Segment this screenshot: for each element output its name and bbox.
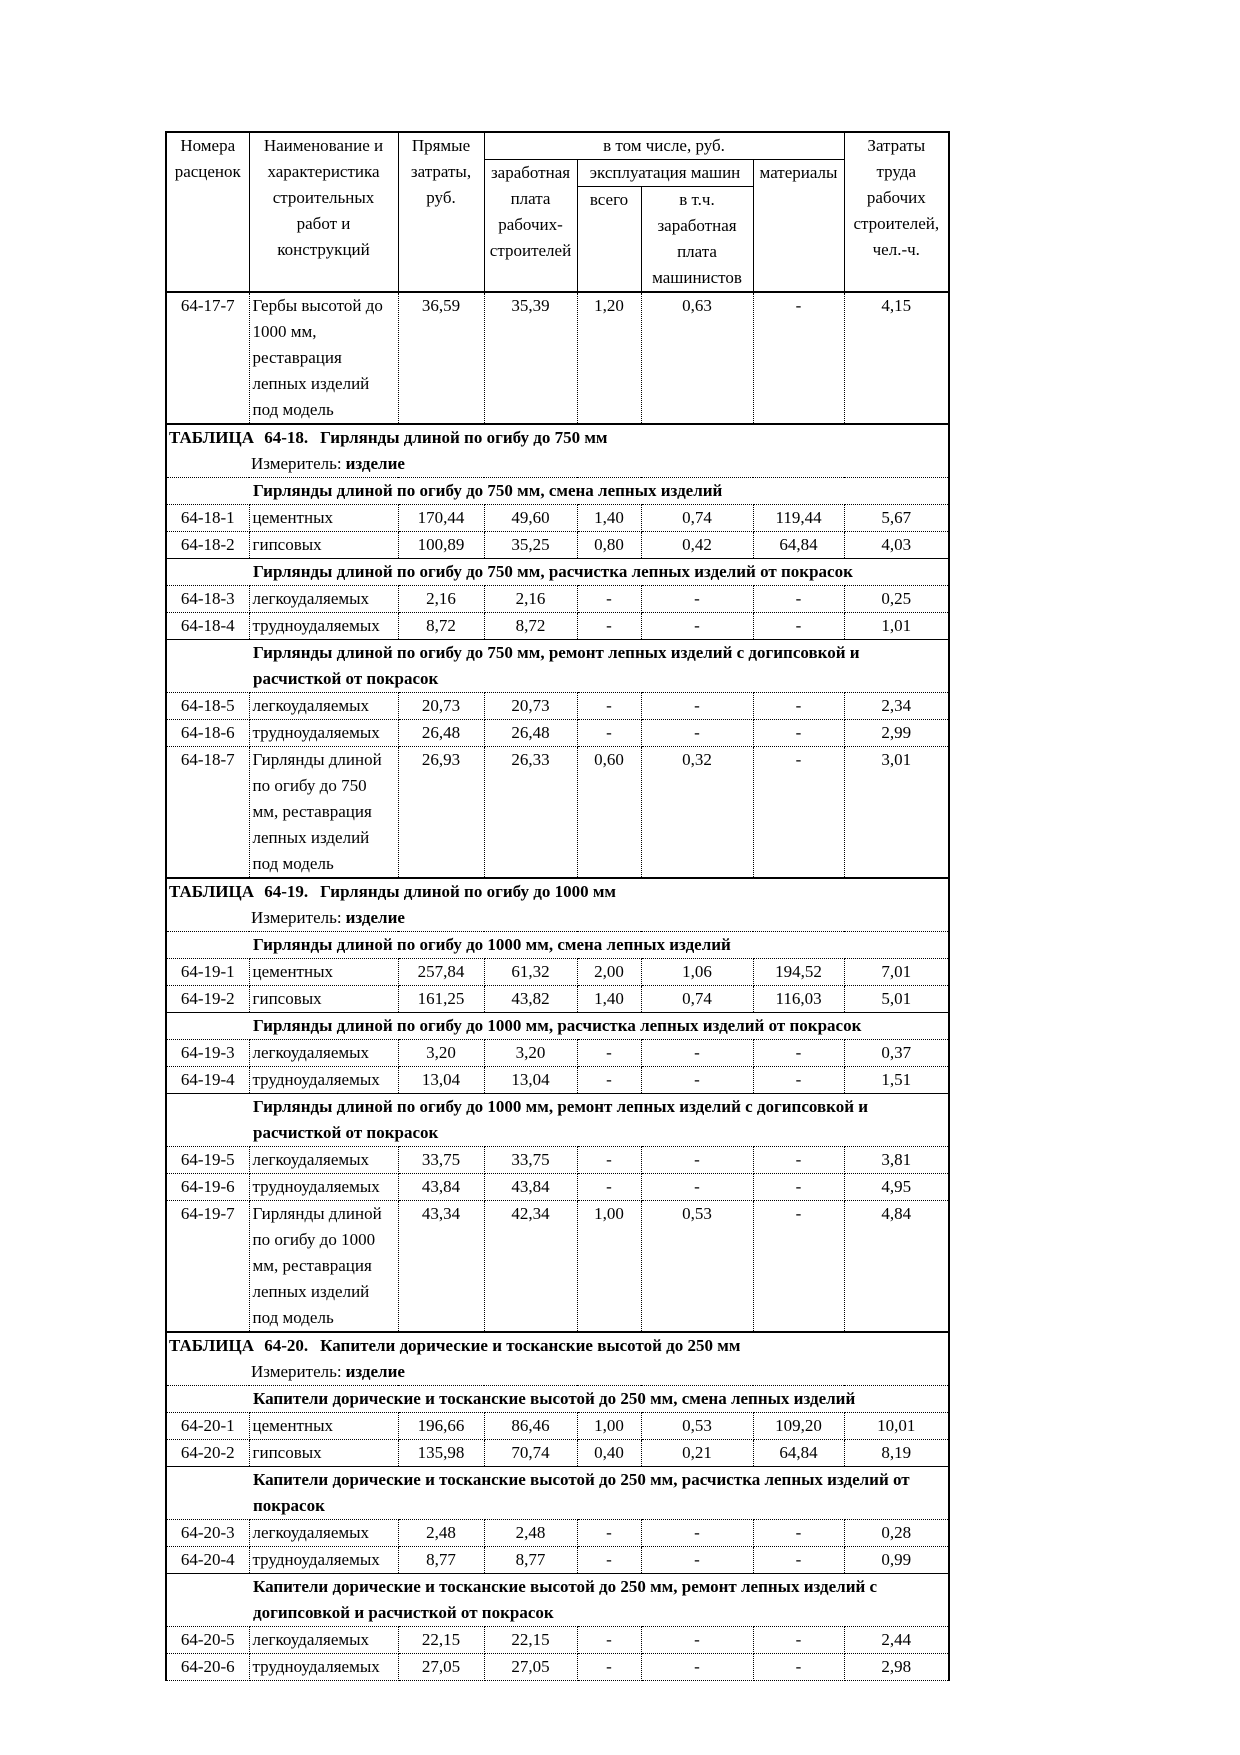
section-title: Капители дорические и тосканские высотой до 250 мм, расчистка лепных изделий от покрасок [166, 1467, 949, 1520]
cell-value: 7,01 [844, 959, 949, 986]
cell-value: 8,72 [398, 613, 484, 640]
cell-value: 3,20 [484, 1040, 577, 1067]
cell-work-name: трудноудаляемых [249, 613, 398, 640]
cell-value: 2,48 [484, 1520, 577, 1547]
cell-work-name: Гирлянды длиной по огибу до 750 мм, реставрация лепных изделий под модель [249, 747, 398, 879]
measure-cell [166, 1359, 949, 1386]
cell-value: 13,04 [398, 1067, 484, 1094]
cell-work-name: легкоудаляемых [249, 1147, 398, 1174]
table-title-text: Гирлянды длиной по огибу до 750 мм [320, 428, 608, 447]
cell-value: - [641, 586, 753, 613]
cell-value: 0,53 [641, 1201, 753, 1333]
column-header-name: Наименование и характеристика строительных работ и конструкций [249, 132, 398, 292]
table-body [166, 292, 949, 1681]
cell-value: - [641, 693, 753, 720]
cell-work-name: Гирлянды длиной по огибу до 1000 мм, реставрация лепных изделий под модель [249, 1201, 398, 1333]
table-row [166, 1520, 949, 1547]
table-title-row [166, 878, 949, 905]
cell-rate-code: 64-20-2 [166, 1440, 249, 1467]
section-title: Гирлянды длиной по огибу до 750 мм, смена лепных изделий [166, 478, 949, 505]
table-row [166, 613, 949, 640]
measure-label: Измеритель: [251, 1362, 342, 1381]
cell-value: 36,59 [398, 292, 484, 424]
table-number-label: ТАБЛИЦА 64-18. [169, 428, 309, 447]
cell-work-name: трудноудаляемых [249, 1067, 398, 1094]
measure-cell [166, 905, 949, 932]
measure-value: изделие [345, 454, 405, 473]
cell-value: 26,48 [398, 720, 484, 747]
cell-work-name: трудноудаляемых [249, 720, 398, 747]
column-header-labor: Затраты труда рабочих строителей, чел.-ч. [844, 132, 949, 292]
cell-value: 70,74 [484, 1440, 577, 1467]
cell-value: 35,25 [484, 532, 577, 559]
cell-rate-code: 64-19-5 [166, 1147, 249, 1174]
cell-value: - [577, 1067, 641, 1094]
cell-work-name: трудноудаляемых [249, 1654, 398, 1681]
cell-value: 135,98 [398, 1440, 484, 1467]
table-row [166, 693, 949, 720]
cell-value: 0,60 [577, 747, 641, 879]
cell-value: 0,99 [844, 1547, 949, 1574]
measure-row [166, 451, 949, 478]
cell-value: - [753, 693, 844, 720]
table-number-label: ТАБЛИЦА 64-19. [169, 882, 309, 901]
cell-rate-code: 64-19-7 [166, 1201, 249, 1333]
table-row [166, 1413, 949, 1440]
cell-rate-code: 64-20-6 [166, 1654, 249, 1681]
section-title: Гирлянды длиной по огибу до 1000 мм, ремонт лепных изделий с догипсовкой и расчисткой от покрасок [166, 1094, 949, 1147]
cell-value: 27,05 [398, 1654, 484, 1681]
table-row [166, 1067, 949, 1094]
cell-value: - [577, 613, 641, 640]
cell-value: 0,32 [641, 747, 753, 879]
cell-value: - [641, 1627, 753, 1654]
cell-value: 0,40 [577, 1440, 641, 1467]
table-row [166, 1201, 949, 1333]
cell-value: - [753, 1654, 844, 1681]
cell-value: 26,93 [398, 747, 484, 879]
cell-rate-code: 64-18-1 [166, 505, 249, 532]
column-header-wages: заработная плата рабочих-строителей [484, 160, 577, 293]
cell-rate-code: 64-18-3 [166, 586, 249, 613]
cell-work-name: легкоудаляемых [249, 1040, 398, 1067]
column-header-machinists: в т.ч. заработная плата машинистов [641, 187, 753, 293]
cell-value: 42,34 [484, 1201, 577, 1333]
cell-value: 43,82 [484, 986, 577, 1013]
cell-value: 64,84 [753, 532, 844, 559]
cell-value: 4,95 [844, 1174, 949, 1201]
cell-value: - [753, 747, 844, 879]
cell-value: 64,84 [753, 1440, 844, 1467]
measure-cell [166, 451, 949, 478]
table-title-row [166, 424, 949, 451]
section-row [166, 1467, 949, 1520]
cell-value: - [753, 1040, 844, 1067]
cell-value: 0,63 [641, 292, 753, 424]
cell-value: 116,03 [753, 986, 844, 1013]
section-title: Капители дорические и тосканские высотой до 250 мм, ремонт лепных изделий с догипсовкой и расчисткой от покрасок [166, 1574, 949, 1627]
column-header-machines: эксплуатация машин [577, 160, 753, 187]
cell-work-name: легкоудаляемых [249, 586, 398, 613]
table-title-text: Гирлянды длиной по огибу до 1000 мм [320, 882, 616, 901]
section-row [166, 1013, 949, 1040]
cell-value: - [753, 613, 844, 640]
cell-value: 109,20 [753, 1413, 844, 1440]
measure-label: Измеритель: [251, 908, 342, 927]
cell-value: 13,04 [484, 1067, 577, 1094]
cell-value: 3,20 [398, 1040, 484, 1067]
cell-value: 5,01 [844, 986, 949, 1013]
cell-value: - [753, 586, 844, 613]
column-header-materials: материалы [753, 160, 844, 293]
rates-table [165, 131, 950, 1681]
table-row [166, 986, 949, 1013]
cell-value: 26,33 [484, 747, 577, 879]
table-title [166, 1332, 949, 1359]
cell-value: - [753, 720, 844, 747]
cell-value: 1,51 [844, 1067, 949, 1094]
cell-value: 35,39 [484, 292, 577, 424]
cell-value: 2,98 [844, 1654, 949, 1681]
cell-value: - [577, 1627, 641, 1654]
cell-value: - [753, 1547, 844, 1574]
cell-value: 1,40 [577, 986, 641, 1013]
cell-value: - [577, 1147, 641, 1174]
cell-value: 0,74 [641, 505, 753, 532]
table-row [166, 532, 949, 559]
cell-value: 257,84 [398, 959, 484, 986]
table-row [166, 1627, 949, 1654]
cell-work-name: цементных [249, 505, 398, 532]
cell-value: - [577, 586, 641, 613]
cell-rate-code: 64-17-7 [166, 292, 249, 424]
cell-value: 5,67 [844, 505, 949, 532]
cell-value: 0,80 [577, 532, 641, 559]
cell-value: 8,72 [484, 613, 577, 640]
section-title: Гирлянды длиной по огибу до 1000 мм, смена лепных изделий [166, 932, 949, 959]
table-row [166, 720, 949, 747]
table-header [166, 132, 949, 292]
table-row [166, 1547, 949, 1574]
cell-value: 119,44 [753, 505, 844, 532]
cell-work-name: трудноудаляемых [249, 1547, 398, 1574]
cell-value: 2,48 [398, 1520, 484, 1547]
cell-value: - [577, 1040, 641, 1067]
measure-row [166, 1359, 949, 1386]
cell-value: 1,06 [641, 959, 753, 986]
cell-value: 20,73 [484, 693, 577, 720]
cell-value: 0,37 [844, 1040, 949, 1067]
cell-value: 100,89 [398, 532, 484, 559]
cell-work-name: гипсовых [249, 1440, 398, 1467]
cell-value: 1,40 [577, 505, 641, 532]
cell-value: 20,73 [398, 693, 484, 720]
cell-value: - [753, 1067, 844, 1094]
cell-value: - [641, 1040, 753, 1067]
cell-value: 2,16 [398, 586, 484, 613]
table-row [166, 1654, 949, 1681]
cell-value: - [753, 292, 844, 424]
cell-value: 27,05 [484, 1654, 577, 1681]
cell-value: 86,46 [484, 1413, 577, 1440]
cell-value: 61,32 [484, 959, 577, 986]
table-number-label: ТАБЛИЦА 64-20. [169, 1336, 309, 1355]
cell-work-name: легкоудаляемых [249, 1627, 398, 1654]
cell-value: - [753, 1520, 844, 1547]
cell-work-name: цементных [249, 1413, 398, 1440]
cell-value: 194,52 [753, 959, 844, 986]
cell-value: 3,01 [844, 747, 949, 879]
cell-value: 8,77 [398, 1547, 484, 1574]
column-header-direct-costs: Прямые затраты, руб. [398, 132, 484, 292]
section-title: Гирлянды длиной по огибу до 750 мм, расчистка лепных изделий от покрасок [166, 559, 949, 586]
cell-value: 8,19 [844, 1440, 949, 1467]
cell-work-name: гипсовых [249, 986, 398, 1013]
cell-value: 33,75 [484, 1147, 577, 1174]
section-title: Гирлянды длиной по огибу до 750 мм, ремонт лепных изделий с догипсовкой и расчисткой от покрасок [166, 640, 949, 693]
section-row [166, 932, 949, 959]
cell-value: 4,15 [844, 292, 949, 424]
cell-value: 33,75 [398, 1147, 484, 1174]
cell-value: - [641, 1520, 753, 1547]
cell-value: 0,53 [641, 1413, 753, 1440]
cell-work-name: трудноудаляемых [249, 1174, 398, 1201]
cell-rate-code: 64-20-4 [166, 1547, 249, 1574]
table-title [166, 878, 949, 905]
section-row [166, 1574, 949, 1627]
section-title: Капители дорические и тосканские высотой до 250 мм, смена лепных изделий [166, 1386, 949, 1413]
cell-rate-code: 64-18-4 [166, 613, 249, 640]
cell-value: 1,20 [577, 292, 641, 424]
cell-value: 3,81 [844, 1147, 949, 1174]
table-row [166, 747, 949, 879]
cell-value: 2,34 [844, 693, 949, 720]
measure-row [166, 905, 949, 932]
cell-work-name: Гербы высотой до 1000 мм, реставрация лепных изделий под модель [249, 292, 398, 424]
cell-rate-code: 64-18-7 [166, 747, 249, 879]
cell-value: 43,34 [398, 1201, 484, 1333]
cell-value: 43,84 [484, 1174, 577, 1201]
cell-value: - [577, 693, 641, 720]
cell-value: 1,01 [844, 613, 949, 640]
section-title: Гирлянды длиной по огибу до 1000 мм, расчистка лепных изделий от покрасок [166, 1013, 949, 1040]
cell-value: 0,25 [844, 586, 949, 613]
cell-rate-code: 64-19-6 [166, 1174, 249, 1201]
cell-rate-code: 64-20-5 [166, 1627, 249, 1654]
cell-value: - [641, 1147, 753, 1174]
cell-value: - [577, 720, 641, 747]
cell-value: 0,42 [641, 532, 753, 559]
table-title-row [166, 1332, 949, 1359]
cell-rate-code: 64-20-1 [166, 1413, 249, 1440]
cell-rate-code: 64-19-2 [166, 986, 249, 1013]
cell-value: 4,03 [844, 532, 949, 559]
cell-work-name: легкоудаляемых [249, 693, 398, 720]
table-row [166, 959, 949, 986]
cell-value: - [641, 1654, 753, 1681]
table-row [166, 586, 949, 613]
cell-value: - [641, 1547, 753, 1574]
cell-value: 161,25 [398, 986, 484, 1013]
measure-label: Измеритель: [251, 454, 342, 473]
cell-rate-code: 64-19-3 [166, 1040, 249, 1067]
cell-value: 49,60 [484, 505, 577, 532]
column-header-including: в том числе, руб. [484, 132, 844, 160]
cell-value: - [753, 1174, 844, 1201]
cell-value: 196,66 [398, 1413, 484, 1440]
cell-value: 2,44 [844, 1627, 949, 1654]
cell-value: - [641, 613, 753, 640]
cell-value: 43,84 [398, 1174, 484, 1201]
cell-value: 8,77 [484, 1547, 577, 1574]
cell-value: 2,99 [844, 720, 949, 747]
cell-value: - [753, 1201, 844, 1333]
section-row [166, 640, 949, 693]
cell-rate-code: 64-19-4 [166, 1067, 249, 1094]
table-row [166, 1147, 949, 1174]
cell-value: - [577, 1520, 641, 1547]
cell-rate-code: 64-20-3 [166, 1520, 249, 1547]
cell-value: - [753, 1627, 844, 1654]
cell-rate-code: 64-18-2 [166, 532, 249, 559]
cell-work-name: гипсовых [249, 532, 398, 559]
table-row [166, 1440, 949, 1467]
table-row [166, 1040, 949, 1067]
cell-value: 22,15 [398, 1627, 484, 1654]
cell-rate-code: 64-19-1 [166, 959, 249, 986]
cell-rate-code: 64-18-5 [166, 693, 249, 720]
table-row [166, 1174, 949, 1201]
cell-value: - [641, 1174, 753, 1201]
cell-value: 1,00 [577, 1201, 641, 1333]
column-header-total: всего [577, 187, 641, 293]
cell-value: 170,44 [398, 505, 484, 532]
measure-value: изделие [345, 1362, 405, 1381]
cell-value: 26,48 [484, 720, 577, 747]
table-title-text: Капители дорические и тосканские высотой до 250 мм [320, 1336, 741, 1355]
cell-value: - [577, 1174, 641, 1201]
cell-value: 0,28 [844, 1520, 949, 1547]
cell-value: 2,00 [577, 959, 641, 986]
cell-value: - [753, 1147, 844, 1174]
section-row [166, 559, 949, 586]
cell-value: 0,21 [641, 1440, 753, 1467]
cell-value: 22,15 [484, 1627, 577, 1654]
cell-value: - [577, 1654, 641, 1681]
section-row [166, 478, 949, 505]
table-title [166, 424, 949, 451]
measure-value: изделие [345, 908, 405, 927]
cell-value: 10,01 [844, 1413, 949, 1440]
cell-value: 0,74 [641, 986, 753, 1013]
cell-work-name: цементных [249, 959, 398, 986]
column-header-numbers: Номера расценок [166, 132, 249, 292]
table-row [166, 505, 949, 532]
section-row [166, 1386, 949, 1413]
cell-value: - [641, 1067, 753, 1094]
cell-value: - [641, 720, 753, 747]
cell-work-name: легкоудаляемых [249, 1520, 398, 1547]
cell-value: 4,84 [844, 1201, 949, 1333]
cell-value: - [577, 1547, 641, 1574]
cell-value: 2,16 [484, 586, 577, 613]
cell-value: 1,00 [577, 1413, 641, 1440]
cell-rate-code: 64-18-6 [166, 720, 249, 747]
table-row [166, 292, 949, 424]
section-row [166, 1094, 949, 1147]
